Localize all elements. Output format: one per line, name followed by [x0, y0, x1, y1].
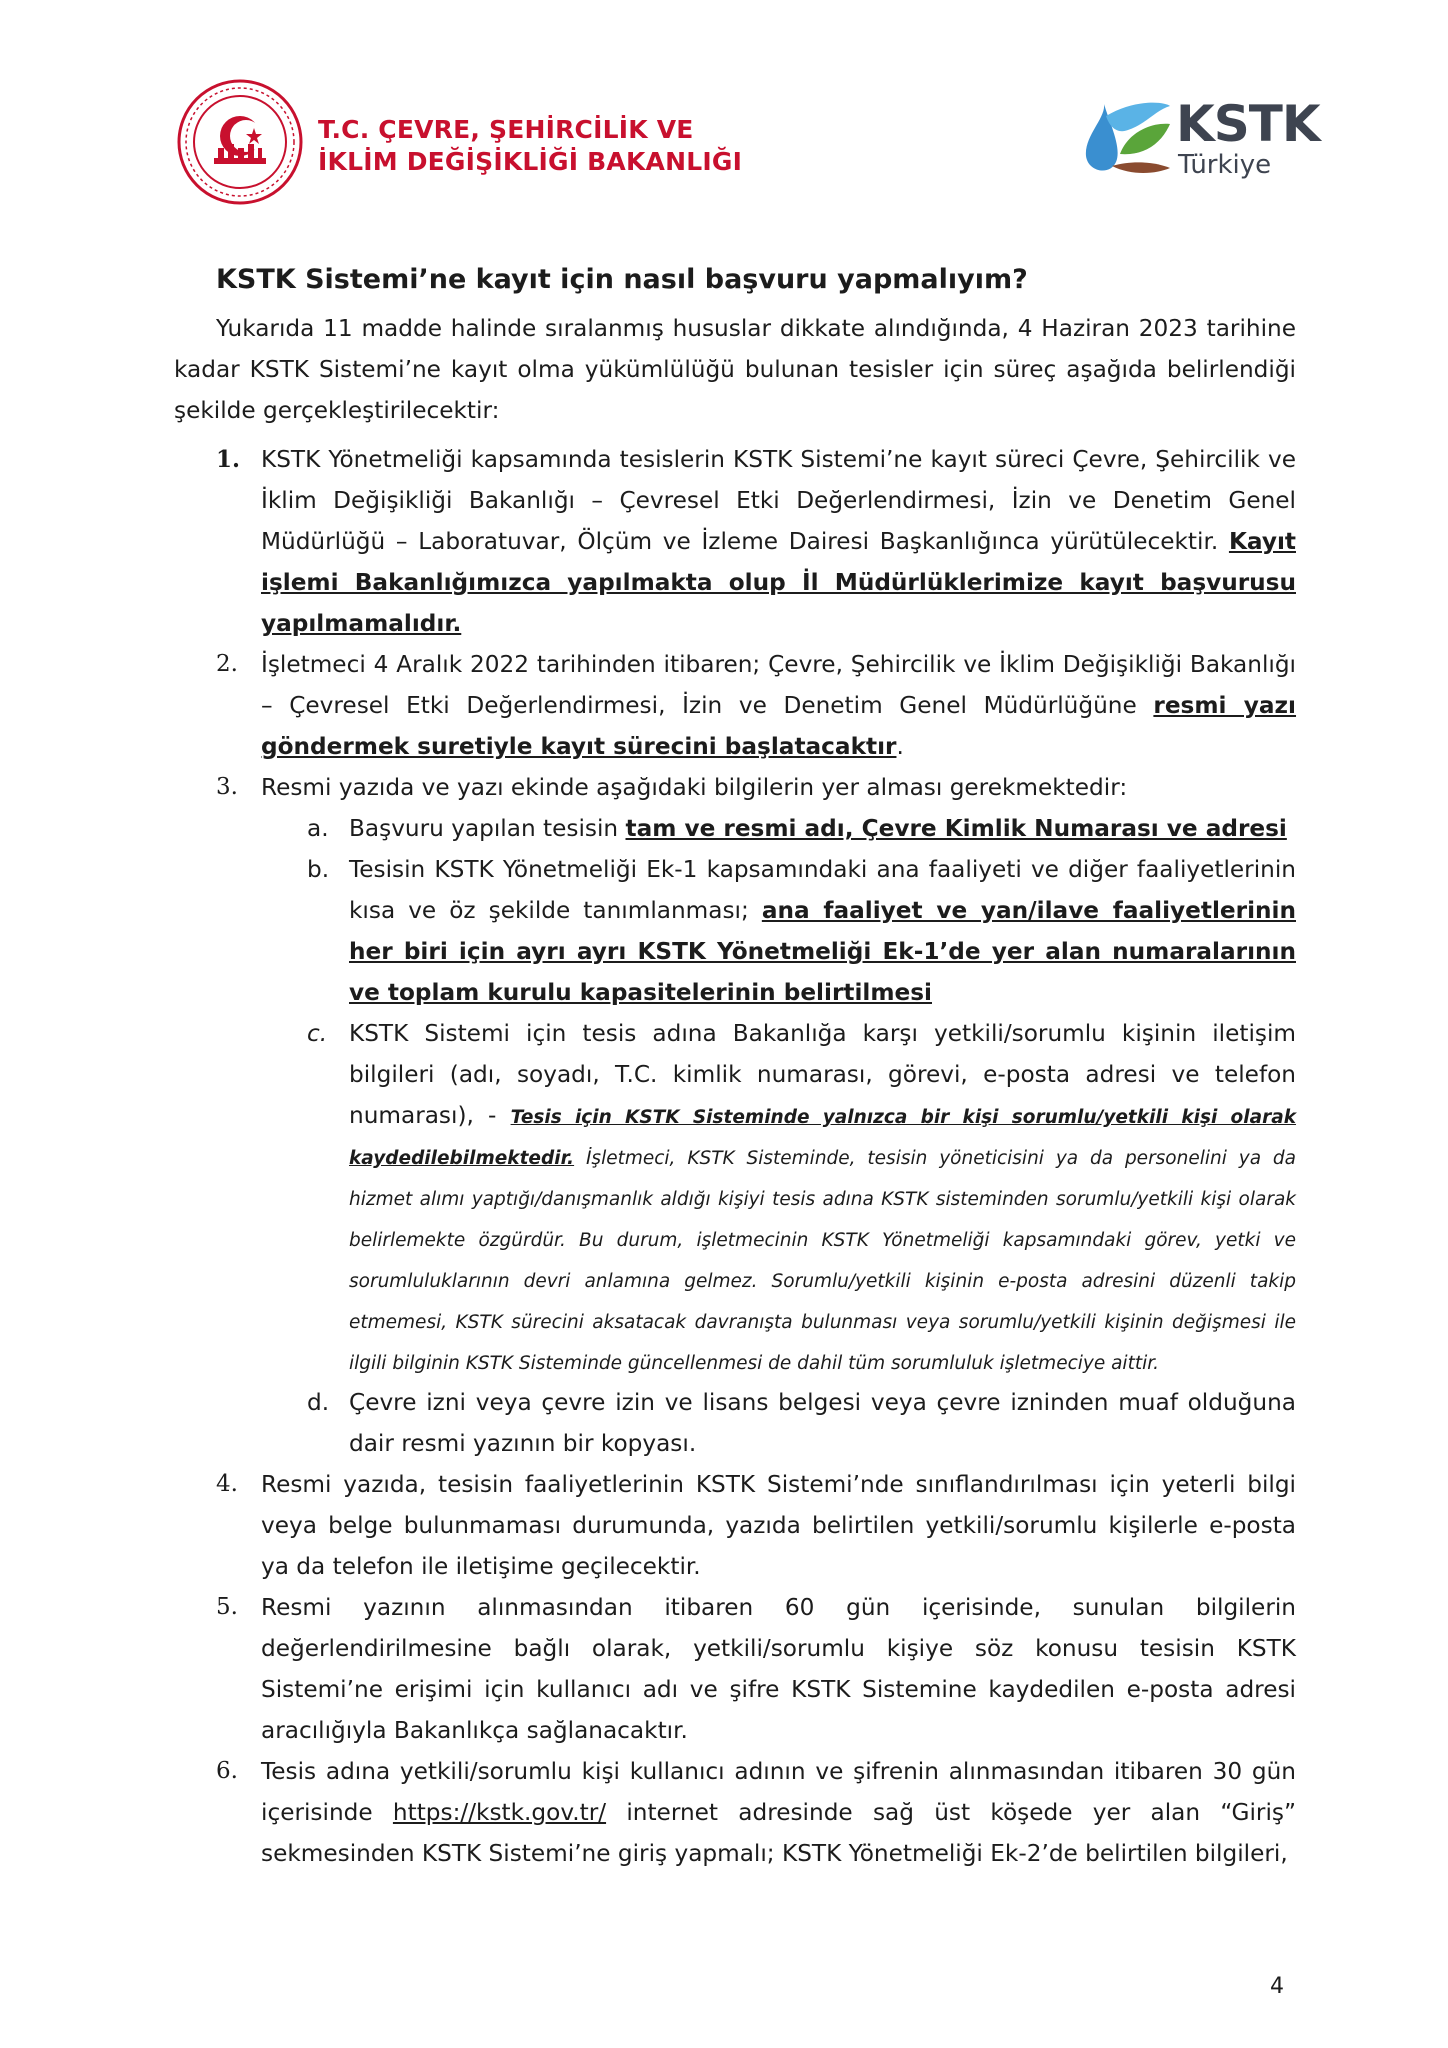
page-number: 4	[1270, 1974, 1284, 1999]
list-number: 3.	[216, 774, 238, 800]
item-emphasis: resmi yazı göndermek suretiyle kayıt sürecini başlatacaktır	[261, 692, 1297, 760]
list-item	[174, 1464, 1296, 1587]
sub-emphasis: ana faaliyet ve yan/ilave faaliyetlerinin her biri için ayrı ayrı KSTK Yönetmeliği Ek-1’de yer alan numaralarının ve toplam kurulu kapasitelerinin belirtilmesi	[349, 897, 1296, 1006]
kstk-logo-subtext: Türkiye	[1178, 150, 1272, 180]
sub-list-item	[261, 849, 1296, 1013]
list-item	[174, 1587, 1296, 1751]
list-number: 4.	[216, 1471, 238, 1497]
list-item	[174, 1751, 1296, 1874]
sub-text: Çevre izni veya çevre izin ve lisans belgesi veya çevre izninden muaf olduğuna dair resmi yazının bir kopyası.	[349, 1389, 1296, 1457]
item-text: Resmi yazının alınmasından itibaren 60 gün içerisinde, sunulan bilgilerin değerlendirilmesine bağlı olarak, yetkili/sorumlu kişiye söz konusu tesisin KSTK Sistemi’ne erişimi için kullanıcı adı ve şifre KSTK Sistemine kaydedilen e-posta adresi aracılığıyla Bakanlıkça sağlanacaktır.	[261, 1594, 1296, 1744]
sub-letter: c.	[307, 1020, 328, 1047]
list-number: 6.	[216, 1758, 238, 1784]
sub-list-item	[261, 1382, 1296, 1464]
ministry-name	[318, 114, 742, 178]
list-number: 2.	[216, 651, 238, 677]
sub-letter: a.	[307, 815, 329, 842]
item-text: KSTK Yönetmeliği kapsamında tesislerin KSTK Sistemi’ne kayıt süreci Çevre, Şehircilik ve İklim Değişikliği Bakanlığı – Çevresel Etki Değerlendirmesi, İzin ve Denetim Genel Müdürlüğü – Laboratuvar, Ölçüm ve İzleme Dairesi Başkanlığınca yürütülecektir.	[261, 446, 1296, 555]
list-number: 5.	[216, 1594, 238, 1620]
list-item	[174, 644, 1296, 767]
sub-note: İşletmeci, KSTK Sisteminde, tesisin yöneticisini ya da personelini ya da hizmet alımı yaptığı/danışmanlık aldığı kişiyi tesis adına KSTK sisteminden sorumlu/yetkili kişi olarak belirlemekte özgürdür. Bu durum, işletmecinin KSTK Yönetmeliği kapsamındaki görev, yetki ve sorumluluklarının devri anlamına gelmez. Sorumlu/yetkili kişinin e-posta adresini düzenli takip etmemesi, KSTK sürecini aksatacak davranışta bulunması veya sorumlu/yetkili kişinin değişmesi ile ilgili bilginin KSTK Sisteminde güncellenmesi de dahil tüm sorumluluk işletmeciye aittir.	[349, 1148, 1296, 1374]
sub-emphasis: Tesis için KSTK Sisteminde yalnızca bir kişi sorumlu/yetkili kişi olarak kaydedilebilmektedir.	[349, 1107, 1297, 1169]
list-number: 1.	[216, 446, 241, 473]
document-body	[174, 260, 1296, 1874]
ministry-line-1: T.C. ÇEVRE, ŞEHİRCİLİK VE	[318, 115, 694, 144]
sub-text: Tesisin KSTK Yönetmeliği Ek-1 kapsamındaki ana faaliyeti ve diğer faaliyetlerinin kısa ve öz şekilde tanımlanması;	[349, 856, 1296, 924]
item-text: İşletmeci 4 Aralık 2022 tarihinden itibaren; Çevre, Şehircilik ve İklim Değişikliği Bakanlığı – Çevresel Etki Değerlendirmesi, İzin ve Denetim Genel Müdürlüğüne	[261, 651, 1296, 719]
list-item	[174, 767, 1296, 1464]
sub-emphasis: tam ve resmi adı, Çevre Kimlik Numarası ve adresi	[625, 815, 1287, 842]
kstk-logo	[1076, 95, 1320, 186]
sub-list-item	[261, 1013, 1296, 1382]
sub-list	[261, 808, 1296, 1464]
sub-text: KSTK Sistemi için tesis adına Bakanlığa karşı yetkili/sorumlu kişinin iletişim bilgileri (adı, soyadı, T.C. kimlik numarası, görevi, e-posta adresi ve telefon numarası), -	[349, 1020, 1296, 1129]
item-text: Resmi yazıda ve yazı ekinde aşağıdaki bilgilerin yer alması gerekmektedir:	[261, 774, 1128, 801]
ministry-header	[176, 78, 743, 208]
intro-paragraph: Yukarıda 11 madde halinde sıralanmış hususlar dikkate alındığında, 4 Haziran 2023 tarihine kadar KSTK Sistemi’ne kayıt olma yükümlülüğü bulunan tesisler için süreç aşağıda belirlendiği şekilde gerçekleştirilecektir:	[174, 315, 1296, 424]
item-text: Resmi yazıda, tesisin faaliyetlerinin KSTK Sistemi’nde sınıflandırılması için yeterli bilgi veya belge bulunmaması durumunda, yazıda belirtilen yetkili/sorumlu kişilerle e-posta ya da telefon ile iletişime geçilecektir.	[261, 1471, 1296, 1580]
kstk-website-link[interactable]: https://kstk.gov.tr/	[392, 1799, 607, 1826]
section-title: KSTK Sistemi’ne kayıt için nasıl başvuru yapmalıyım?	[216, 264, 1028, 295]
item-tail: .	[896, 733, 904, 760]
item-text: Tesis adına yetkili/sorumlu kişi kullanıcı adının ve şifrenin alınmasından itibaren 30 gün içerisinde	[261, 1758, 1296, 1826]
kstk-logo-text: KSTK	[1176, 95, 1320, 153]
process-list	[174, 439, 1296, 1874]
sub-letter: d.	[307, 1389, 330, 1416]
sub-text: Başvuru yapılan tesisin	[349, 815, 626, 842]
item-emphasis: Kayıt işlemi Bakanlığımızca yapılmakta olup İl Müdürlüklerimize kayıt başvurusu yapılmamalıdır.	[261, 528, 1296, 637]
sub-letter: b.	[307, 856, 330, 883]
item-tail: internet adresinde sağ üst köşede yer alan “Giriş” sekmesinden KSTK Sistemi’ne giriş yapmalı; KSTK Yönetmeliği Ek-2’de belirtilen bilgileri,	[261, 1799, 1296, 1867]
ministry-seal-icon	[176, 78, 304, 206]
ministry-line-2: İKLİM DEĞİŞİKLİĞİ BAKANLIĞI	[318, 147, 743, 176]
sub-list-item	[261, 808, 1296, 849]
kstk-drop-leaf-icon	[1076, 96, 1172, 180]
list-item	[174, 439, 1296, 644]
